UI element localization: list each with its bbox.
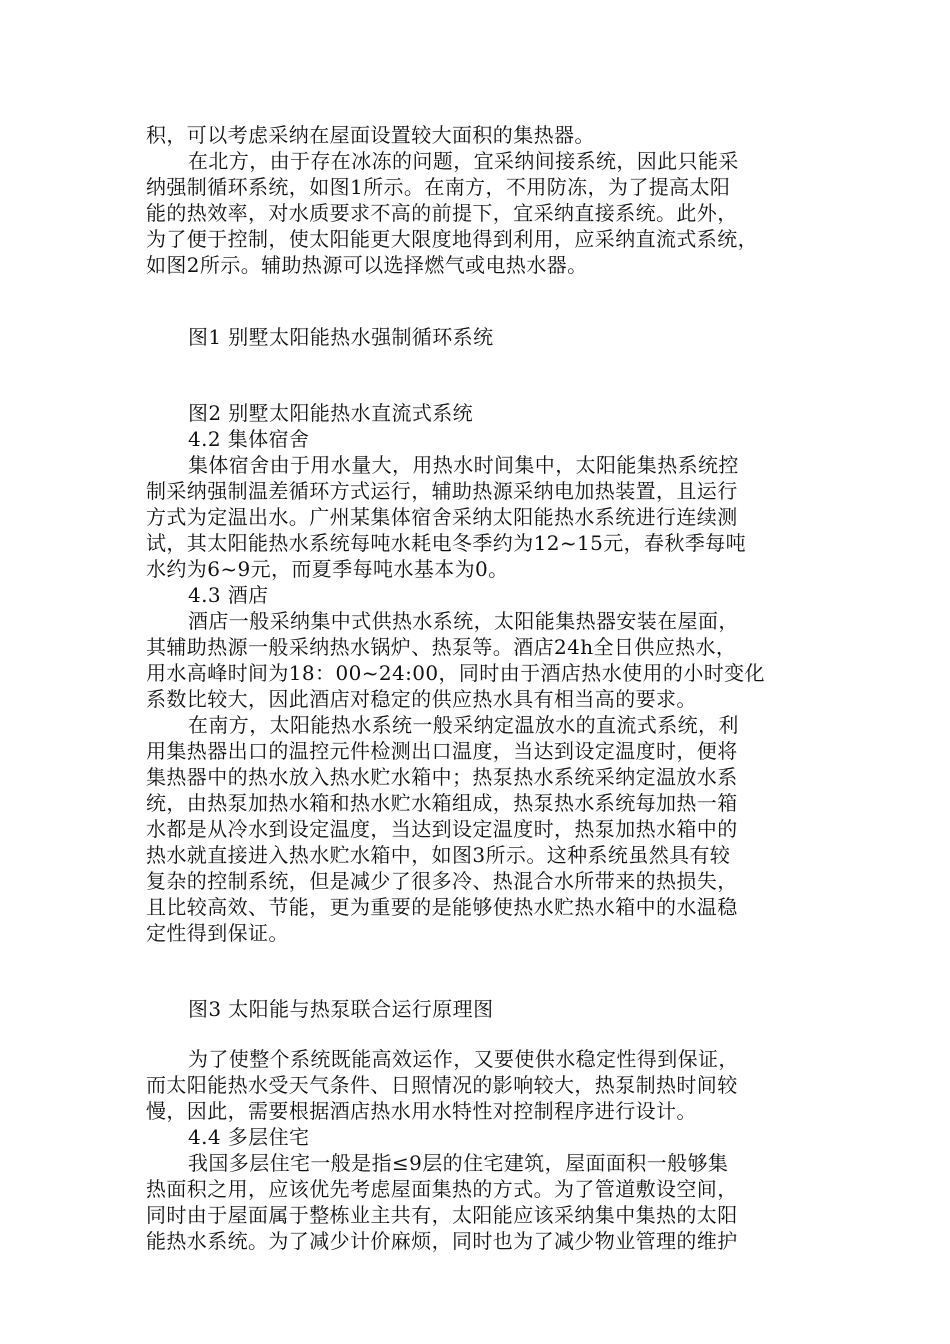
text-line: 统，由热泵加热水箱和热水贮水箱组成，热泵热水系统每加热一箱 xyxy=(146,791,738,815)
text-line: 水约为6~9元，而夏季每吨水基本为0。 xyxy=(146,557,509,581)
text-line: 积，可以考虑采纳在屋面设置较大面积的集热器。 xyxy=(146,123,595,147)
text-line: 定性得到保证。 xyxy=(146,921,289,945)
text-line: 为了便于控制，使太阳能更大限度地得到利用，应采纳直流式系统， xyxy=(146,227,758,251)
text-line: 慢，因此，需要根据酒店热水用水特性对控制程序进行设计。 xyxy=(146,1099,697,1123)
text-line: 能热水系统。为了减少计价麻烦，同时也为了减少物业管理的维护 xyxy=(146,1229,738,1253)
text-line: 且比较高效、节能，更为重要的是能够使热水贮热水箱中的水温稳 xyxy=(146,895,738,919)
text-line: 能的热效率，对水质要求不高的前提下，宜采纳直接系统。此外， xyxy=(146,201,738,225)
text-line: 酒店一般采纳集中式供热水系统，太阳能集热器安装在屋面， xyxy=(188,609,739,633)
figure-caption: 图3 太阳能与热泵联合运行原理图 xyxy=(188,997,494,1021)
text-line: 水都是从冷水到设定温度，当达到设定温度时，热泵加热水箱中的 xyxy=(146,817,738,841)
text-line: 同时由于屋面属于整栋业主共有，太阳能应该采纳集中集热的太阳 xyxy=(146,1203,738,1227)
text-line: 在北方，由于存在冰冻的问题，宜采纳间接系统，因此只能采 xyxy=(188,149,739,173)
text-line: 我国多层住宅一般是指≤9层的住宅建筑，屋面面积一般够集 xyxy=(188,1151,729,1175)
section-heading: 4.4 多层住宅 xyxy=(188,1125,310,1149)
text-line: 复杂的控制系统，但是减少了很多冷、热混合水所带来的热损失， xyxy=(146,869,738,893)
text-line: 系数比较大，因此酒店对稳定的供应热水具有相当高的要求。 xyxy=(146,687,697,711)
section-heading: 4.3 酒店 xyxy=(188,583,269,607)
text-line: 制采纳强制温差循环方式运行，辅助热源采纳电加热装置，且运行 xyxy=(146,479,738,503)
section-heading: 4.2 集体宿舍 xyxy=(188,427,310,451)
figure-caption: 图2 别墅太阳能热水直流式系统 xyxy=(188,401,474,425)
text-line: 用集热器出口的温控元件检测出口温度，当达到设定温度时，便将 xyxy=(146,739,738,763)
text-line: 为了使整个系统既能高效运作，又要使供水稳定性得到保证， xyxy=(188,1047,739,1071)
text-line: 而太阳能热水受天气条件、日照情况的影响较大，热泵制热时间较 xyxy=(146,1073,738,1097)
text-line: 试，其太阳能热水系统每吨水耗电冬季约为12~15元，春秋季每吨 xyxy=(146,531,747,555)
figure-caption: 图1 别墅太阳能热水强制循环系统 xyxy=(188,325,494,349)
text-line: 纳强制循环系统，如图1所示。在南方，不用防冻，为了提高太阳 xyxy=(146,175,731,199)
text-line: 在南方，太阳能热水系统一般采纳定温放水的直流式系统，利 xyxy=(188,713,739,737)
text-line: 集热器中的热水放入热水贮水箱中；热泵热水系统采纳定温放水系 xyxy=(146,765,738,789)
text-line: 用水高峰时间为18：00~24:00，同时由于酒店热水使用的小时变化 xyxy=(146,661,765,685)
text-line: 热水就直接进入热水贮水箱中，如图3所示。这种系统虽然具有较 xyxy=(146,843,731,867)
text-line: 其辅助热源一般采纳热水锅炉、热泵等。酒店24h全日供应热水， xyxy=(146,635,737,659)
text-line: 热面积之用，应该优先考虑屋面集热的方式。为了管道敷设空间， xyxy=(146,1177,738,1201)
text-line: 集体宿舍由于用水量大，用热水时间集中，太阳能集热系统控 xyxy=(188,453,739,477)
text-line: 如图2所示。辅助热源可以选择燃气或电热水器。 xyxy=(146,253,588,277)
text-line: 方式为定温出水。广州某集体宿舍采纳太阳能热水系统进行连续测 xyxy=(146,505,738,529)
